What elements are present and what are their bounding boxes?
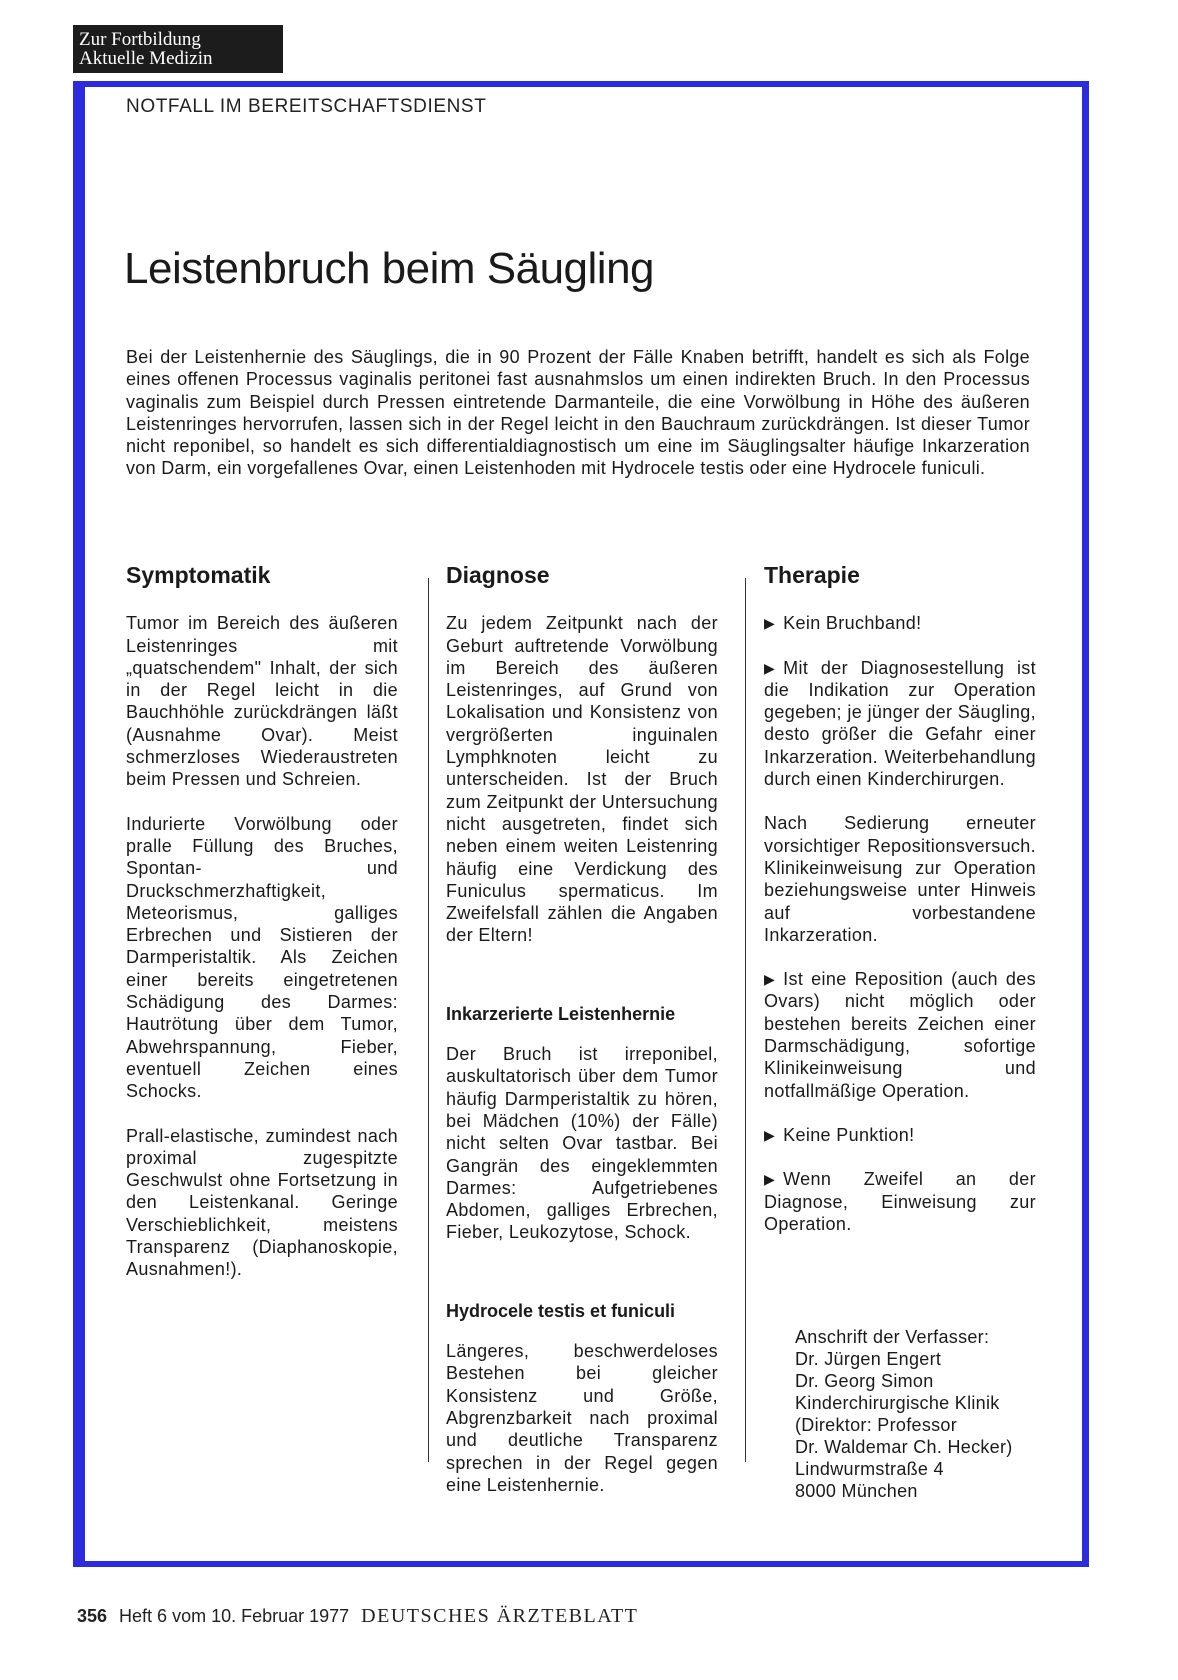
column-therapie bbox=[764, 564, 1036, 1257]
therapie-bullet-3: ▶ Ist eine Reposition (auch des Ovars) nicht möglich oder bestehen bereits Zeichen einer Darmschädigung, sofortige Klinikeinweisung und notfallmäßige Operation. bbox=[764, 969, 1036, 1101]
address-line: Dr. Georg Simon bbox=[795, 1371, 934, 1391]
diagnose-paragraph-2: Der Bruch ist irreponibel, auskultatorisch über dem Tumor häufig Darmperistaltik zu hören, bei Mädchen (10%) der Fälle) nicht selten Ovar tastbar. Bei Gangrän des eingeklemmten Darmes: Aufgetriebenes Abdomen, galliges Erbrechen, Fieber, Leukozytose, Schock. bbox=[446, 1044, 718, 1243]
address-line: 8000 München bbox=[795, 1481, 918, 1501]
triangle-right-icon: ▶ bbox=[764, 1171, 776, 1188]
subheading-hydrocele: Hydrocele testis et funiculi bbox=[446, 1300, 676, 1321]
address-line: Dr. Jürgen Engert bbox=[795, 1349, 942, 1369]
journal-name: DEUTSCHES ÄRZTEBLATT bbox=[361, 1605, 639, 1627]
lead-paragraph: Bei der Leistenhernie des Säuglings, die in 90 Prozent der Fälle Knaben betrifft, handelt es sich als Folge eines offenen Processus vaginalis peritonei fast ausnahmslos um einen indirekten Bruch. In den Processus vaginalis zum Beispiel durch Pressen eintretende Darmanteile, die eine Vorwölbung in Höhe des äußeren Leistenringes hervorrufen, lassen sich in der Regel leicht in den Bauchraum zurückdrängen. Ist dieser Tumor nicht reponibel, so handelt es sich differentialdiagnostisch um eine im Säuglingsalter häufige Inkarzeration von Darm, ein vorgefallenes Ovar, einen Leistenhoden mit Hydrocele testis oder eine Hydrocele funiculi. bbox=[126, 347, 1030, 479]
symptomatik-paragraph-3: Prall-elastische, zumindest nach proximal zugespitzte Geschwulst ohne Fortsetzung in den Leistenkanal. Geringe Verschieblichkeit, meistens Transparenz (Diaphanoskopie, Ausnahmen!). bbox=[126, 1125, 398, 1280]
therapie-bullet-2: ▶ Mit der Diagnosestellung ist die Indikation zur Operation gegeben; je jünger der Säugling, desto größer die Gefahr einer Inkarzeration. Weiterbehandlung durch einen Kinderchirurgen. bbox=[764, 657, 1036, 790]
address-line: Dr. Waldemar Ch. Hecker) bbox=[795, 1437, 1013, 1457]
address-line: Kinderchirurgische Klinik bbox=[795, 1393, 1000, 1413]
address-line: (Direktor: Professor bbox=[795, 1415, 958, 1435]
triangle-right-icon: ▶ bbox=[764, 659, 776, 676]
therapie-paragraph-1: Nach Sedierung erneuter vorsichtiger Repositionsversuch. Klinikeinweisung zur Operation beziehungsweise unter Hinweis auf vorbestandene Inkarzeration. bbox=[764, 813, 1036, 945]
column-symptomatik bbox=[126, 564, 398, 1303]
subheading-inkarzerierte: Inkarzerierte Leistenhernie bbox=[446, 1003, 676, 1024]
symptomatik-paragraph-1: Tumor im Bereich des äußeren Leistenringes mit „quatschendem" Inhalt, der sich in der Regel leicht in die Bauchhöhle zurückdrängen läßt (Ausnahme Ovar). Meist schmerzloses Wiederaustreten beim Pressen und Schreien. bbox=[126, 613, 398, 790]
address-line: Lindwurmstraße 4 bbox=[795, 1459, 944, 1479]
section-tag-line1: Zur Fortbildung bbox=[79, 29, 201, 50]
heading-diagnose: Diagnose bbox=[446, 562, 550, 588]
heading-symptomatik: Symptomatik bbox=[126, 562, 271, 588]
section-tag bbox=[73, 25, 283, 73]
kicker: NOTFALL IM BEREITSCHAFTSDIENST bbox=[126, 96, 487, 117]
therapie-bullet-5: ▶ Wenn Zweifel an der Diagnose, Einweisung zur Operation. bbox=[764, 1169, 1036, 1234]
triangle-right-icon: ▶ bbox=[764, 615, 776, 632]
address-line: Anschrift der Verfasser: bbox=[795, 1327, 990, 1347]
heading-therapie: Therapie bbox=[764, 562, 860, 588]
column-diagnose bbox=[446, 564, 718, 1496]
triangle-right-icon: ▶ bbox=[764, 971, 776, 988]
diagnose-paragraph-3: Längeres, beschwerdeloses Bestehen bei gleicher Konsistenz und Größe, Abgrenzbarkeit nach proximal und deutliche Transparenz sprechen in der Regel gegen eine Leistenhernie. bbox=[446, 1341, 718, 1495]
column-divider-1 bbox=[428, 578, 429, 1462]
page-number: 356 bbox=[77, 1606, 108, 1626]
symptomatik-paragraph-2: Indurierte Vorwölbung oder pralle Füllung des Bruches, Spontan- und Druckschmerzhaftigkeit, Meteorismus, galliges Erbrechen und Sistieren der Darmperistaltik. Als Zeichen einer bereits eingetretenen Schädigung des Darmes: Hautrötung über dem Tumor, Abwehrspannung, Fieber, eventuell Zeichen eines Schocks. bbox=[126, 813, 398, 1102]
therapie-bullet-4: ▶ Keine Punktion! bbox=[764, 1124, 915, 1145]
page-footer bbox=[77, 1605, 638, 1628]
diagnose-paragraph-1: Zu jedem Zeitpunkt nach der Geburt auftretende Vorwölbung im Bereich des äußeren Leistenringes, auf Grund von Lokalisation und Konsistenz von vergrößerten inguinalen Lymphknoten leicht zu unterscheiden. Ist der Bruch zum Zeitpunkt der Untersuchung nicht ausgetreten, findet sich neben einem weiten Leistenring häufig eine Verdickung des Funiculus spermaticus. Im Zweifelsfall zählen die Angaben der Eltern! bbox=[446, 613, 718, 946]
article-title: Leistenbruch beim Säugling bbox=[124, 244, 655, 293]
section-tag-line2: Aktuelle Medizin bbox=[79, 48, 213, 69]
issue-info: Heft 6 vom 10. Februar 1977 bbox=[119, 1606, 350, 1626]
triangle-right-icon: ▶ bbox=[764, 1126, 776, 1143]
column-divider-2 bbox=[745, 578, 746, 1462]
author-address bbox=[795, 1326, 1055, 1502]
therapie-bullet-1: ▶ Kein Bruchband! bbox=[764, 613, 922, 634]
